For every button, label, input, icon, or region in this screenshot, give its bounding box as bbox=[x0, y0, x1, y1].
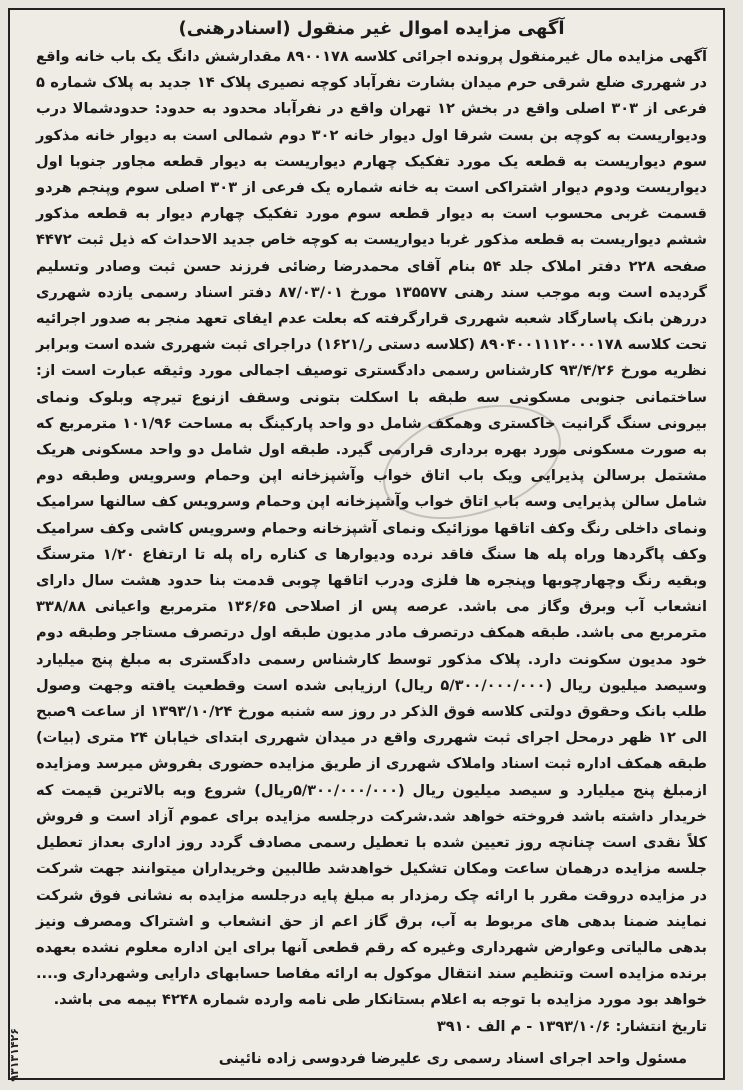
signature: مسئول واحد اجرای اسناد رسمی ری علیرضا فردوسی زاده نائینی bbox=[218, 1049, 687, 1067]
notice-body: آگهی مزایده مال غیرمنقول پرونده اجرائی کلاسه ۸۹۰۰۱۷۸ مقدارشش دانگ یک باب خانه واقع در شهرری ضلع شرقی حرم میدان بشارت نفرآباد کوچه نصیری پلاک ۱۴ جدید به پلاک شماره ۵ فرعی از ۳۰۳ اصلی واقع در بخش ۱۲ تهران واقع در نفرآباد محدود به حدود: حدودشمالا درب ودیواریست به کوچه بن بست شرقا اول دیوار خانه ۳۰۲ دوم شمالی است به دیوار خانه مذکور سوم دیواریست به قطعه یک مورد تفکیک چهارم دیواریست به دیوار قطعه مجاور جنوبا اول دیواریست ودوم دیوار اشتراکی است به خانه شماره یک فرعی از ۳۰۳ اصلی سوم وپنجم هردو قسمت غربی محسوب است به دیوار قطعه سوم مورد تفکیک چهارم دیوار به قطعه مذکور ششم دیواریست به قطعه مذکور غربا دیواریست به کوچه خاص جدید الاحداث که ذیل ثبت ۴۴۷۲ صفحه ۲۲۸ دفتر املاک جلد ۵۴ بنام آقای محمدرضا رضائی فرزند حسن ثبت وصادر وتسلیم گردیده است وبه موجب سند رهنی ۱۳۵۵۷۷ مورخ ۸۷/۰۳/۰۱ دفتر اسناد رسمی یازده شهرری دررهن بانک پاسارگاد شعبه شهرری قرارگرفته که بعلت عدم ایفای تعهد منجر به صدور اجرائیه تحت کلاسه ۸۹۰۴۰۰۱۱۱۲۰۰۰۱۷۸ (کلاسه دستی ر/۱۶۲۱) دراجرای ثبت شهرری شده است وبرابر نظریه مورخ ۹۳/۴/۲۶ کارشناس رسمی دادگستری توصیف اجمالی مورد وثیقه عبارت است از: ساختمانی جنوبی مسکونی سه طبقه با اسکلت بتونی وسقف ازنوع تیرچه وبلوک ونمای بیرونی سنگ گرانیت خاکستری وهمکف شامل دو واحد پارکینگ به مساحت ۱۰۱/۹۶ مترمربع که به صورت مسکونی مورد بهره برداری قرارمی گیرد. طبقه اول شامل دو واحد مسکونی هریک مشتمل برسالن پذیرایی ویک باب اتاق خواب وآشپزخانه اپن وحمام وسرویس وطبقه دوم شامل سالن پذیرایی وسه باب اتاق خواب وآشپزخانه اپن وحمام وسرویس کف سالنها سرامیک ونمای داخلی رنگ وکف اتاقها موزائیک ونمای آشپزخانه وحمام وسرویس کاشی وکف سرامیک وکف پاگردها وراه پله ها سنگ فاقد نرده ودیوارها ی کناره راه پله تا ارتفاع ۱/۲۰ مترسنگ وبقیه رنگ وچهارچوبها وپنجره ها فلزی ودرب اتاقها چوبی قدمت بنا حدود هشت سال دارای انشعاب آب وبرق وگاز می باشد. عرصه پس از اصلاحی ۱۳۶/۶۵ مترمربع واعیانی ۳۳۸/۸۸ مترمربع می باشد. طبقه همکف درتصرف مادر مدیون طبقه اول درتصرف مستاجر وطبقه دوم خود مدیون سکونت دارد. پلاک مذکور توسط کارشناس رسمی دادگستری به مبلغ پنج میلیارد وسیصد میلیون ریال (۵/۳۰۰/۰۰۰/۰۰۰ ریال) ارزیابی شده است وقطعیت یافته وجهت وصول طلب بانک وحقوق دولتی کلاسه فوق الذکر در روز سه شنبه مورخ ۱۳۹۳/۱۰/۲۴ از ساعت ۹صبح الی ۱۲ ظهر درمحل اجرای ثبت شهرری واقع در میدان شهرری ابتدای خیابان ۲۴ متری (بیات) طبقه همکف اداره ثبت اسناد واملاک شهرری از طریق مزایده حضوری بفروش میرسد ومزایده ازمبلغ پنج میلیارد و سیصد میلیون ریال (۵/۳۰۰/۰۰۰/۰۰۰ریال) شروع وبه بالاترین قیمت که خریدار داشته باشد فروخته خواهد شد.شرکت درجلسه مزایده برای عموم آزاد است و فروش کلاً نقدی است چنانچه روز تعیین شده با تعطیل رسمی مصادف گردد روز اداری بعداز تعطیل جلسه مزایده درهمان ساعت ومکان تشکیل خواهدشد طالبین وخریداران میتوانند جهت شرکت در مزایده دروقت مقرر با ارائه چک رمزدار به مبلغ پایه درجلسه مزایده به نشانی فوق شرکت نمایند ضمنا بدهی های مربوط به آب، برق گاز اعم از حق انشعاب و اشتراک ومصرف ونیز بدهی مالیاتی وعوارض شهرداری وغیره که رقم قطعی آنها برای این اداره معلوم نشده بعهده برنده مزایده است وتنظیم سند انتقال موکول به ارائه مفاصا حسابهای دارایی وشهرداری و.... خواهد بود مورد مزایده با توجه به اعلام بستانکار طی نامه وارده شماره ۴۲۴۸ بیمه می باشد. bbox=[36, 48, 708, 1009]
auction-notice bbox=[8, 8, 725, 1080]
publish-date: تاریخ انتشار: ۱۳۹۳/۱۰/۶ - م الف ۳۹۱۰ bbox=[436, 1017, 707, 1035]
side-code: ۹۳۱۳۱۴۲۶ bbox=[8, 1028, 21, 1082]
notice-title: آگهی مزایده اموال غیر منقول (اسنادرهنی) bbox=[178, 18, 565, 39]
